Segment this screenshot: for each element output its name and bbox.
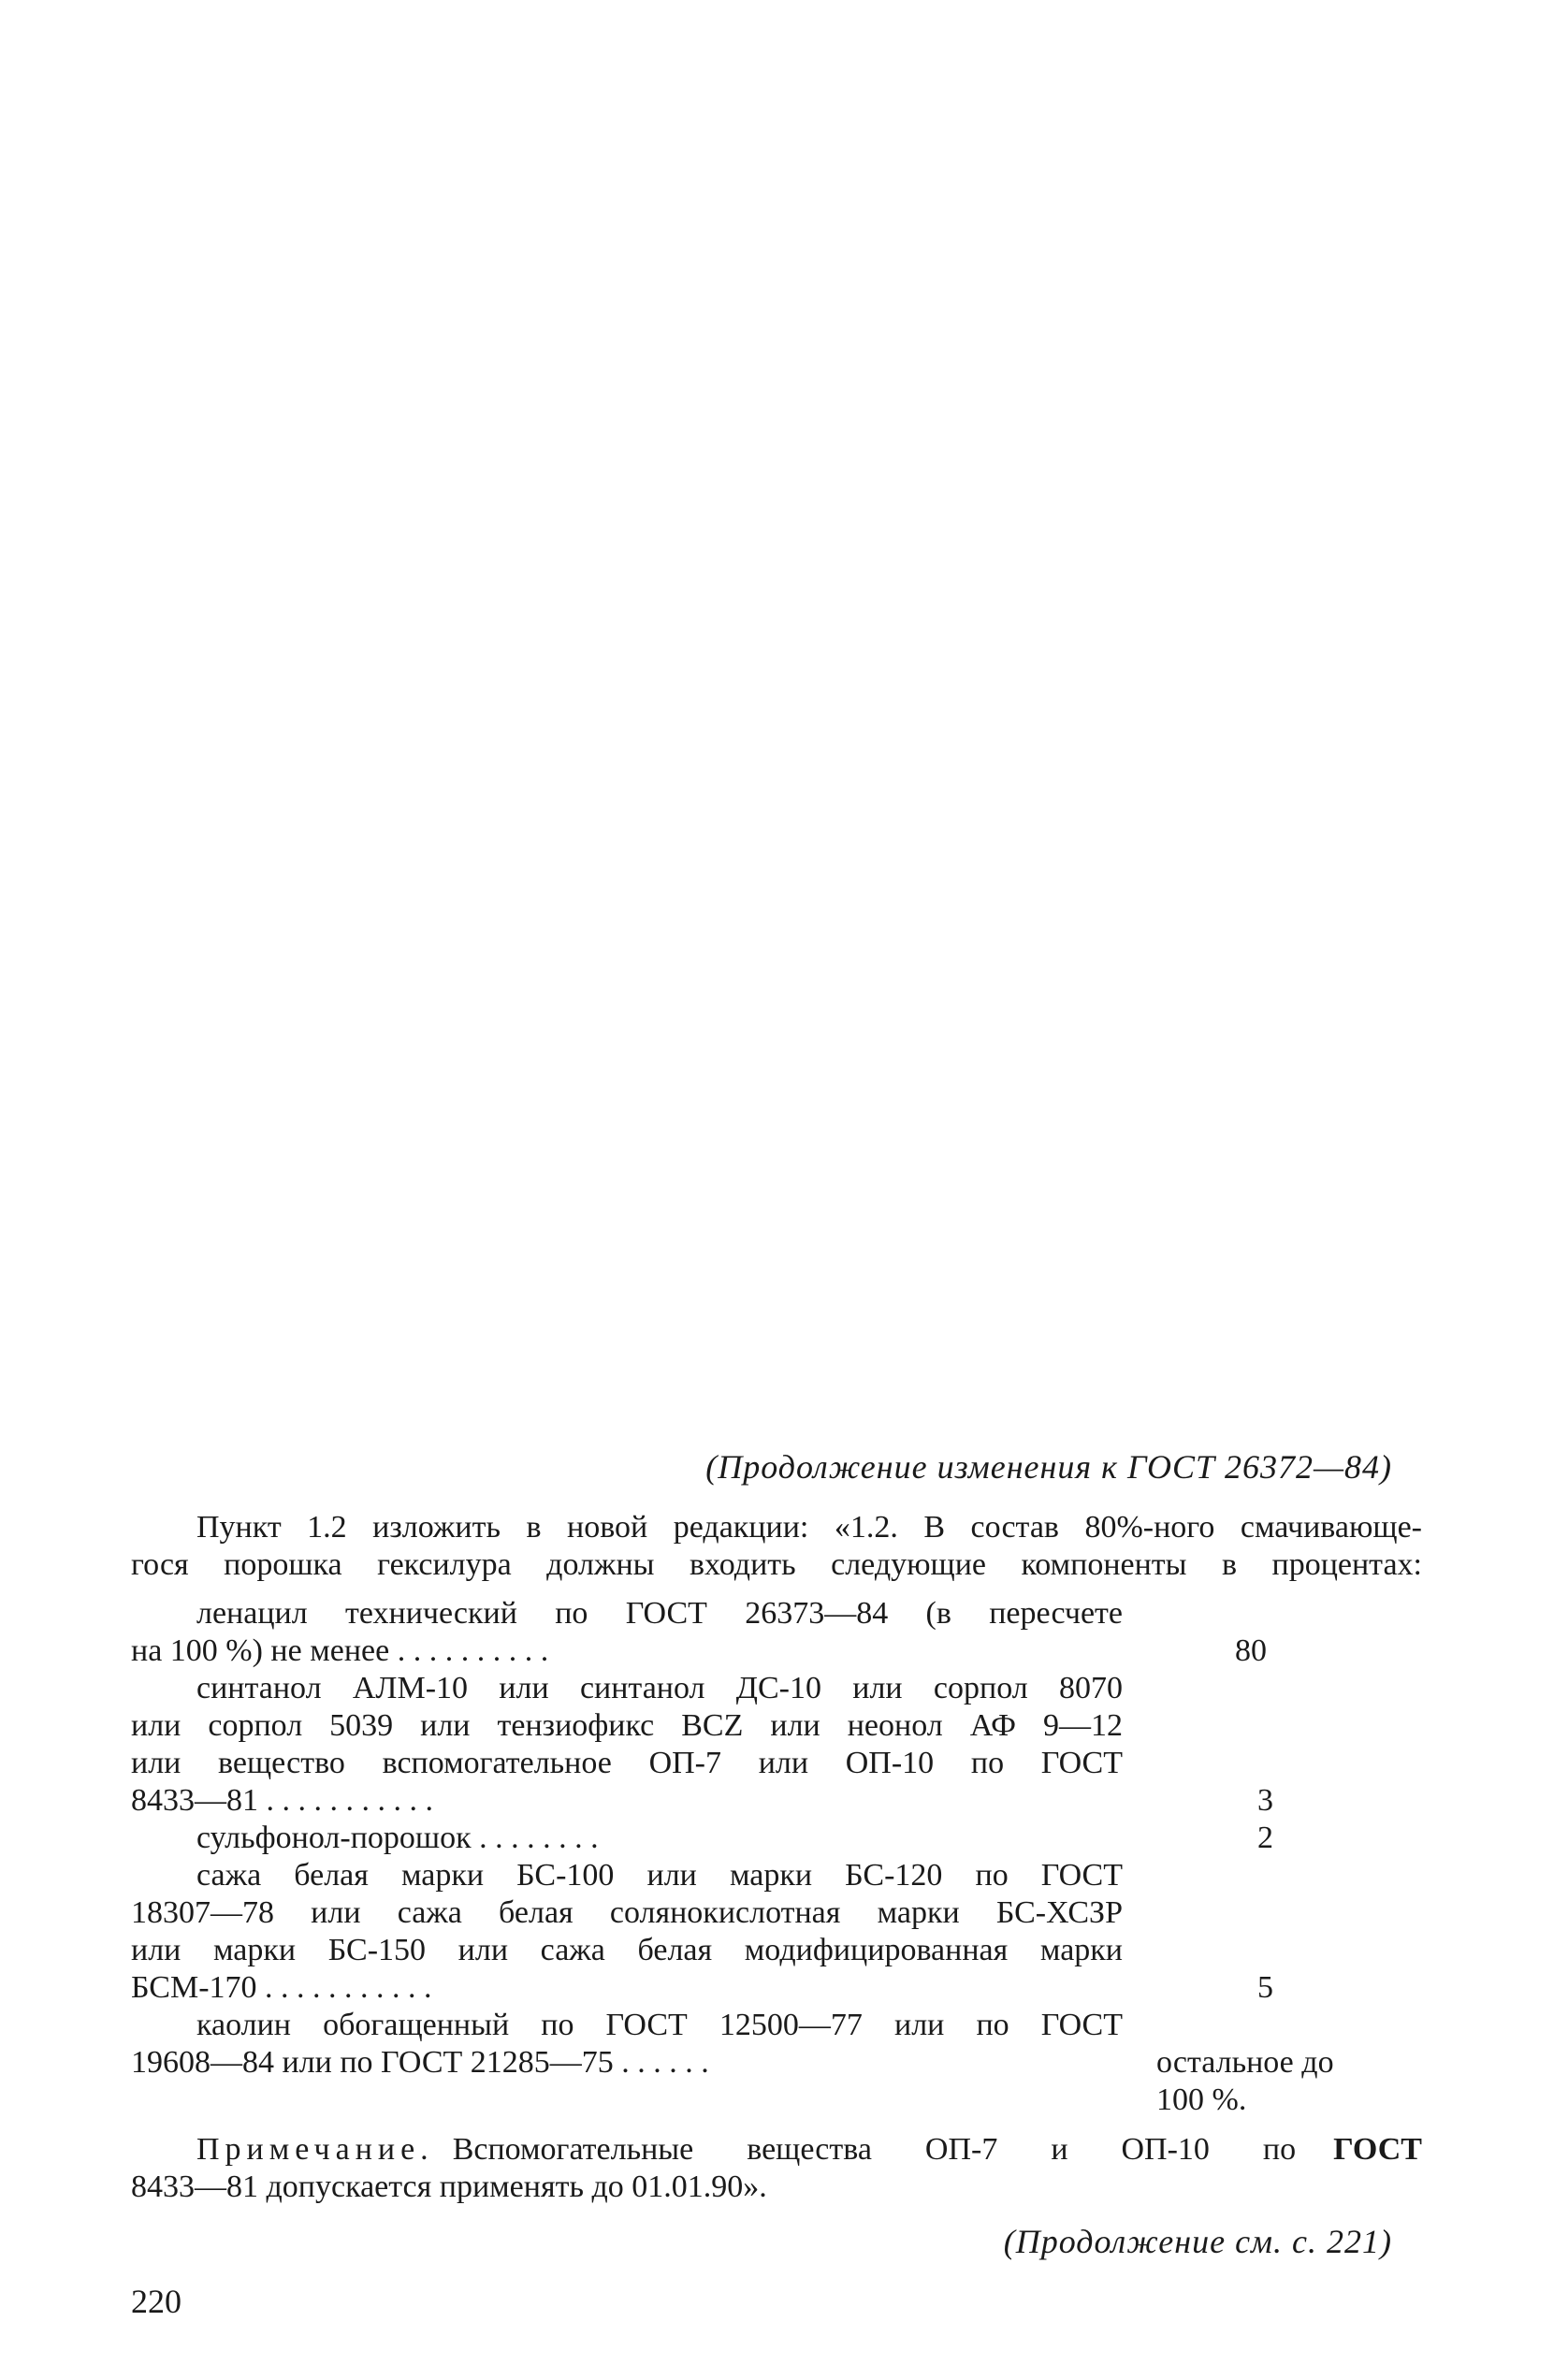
intro-line-1: Пункт 1.2 изложить в новой редакции: «1.2. В состав 80%-ного смачивающе- xyxy=(196,1510,1422,1545)
component-5-value: остальное до xyxy=(1156,2045,1334,2080)
footer-continuation: (Продолжение см. с. 221) xyxy=(1003,2223,1392,2260)
component-2-line-1: синтанол АЛМ-10 или синтанол ДС-10 или сорпол 8070 xyxy=(196,1671,1123,1705)
component-2-line-4: 8433—81 . . . . . . . . . . . xyxy=(131,1783,433,1818)
component-4-line-2: 18307—78 или сажа белая солянокислотная марки БС-ХСЗР xyxy=(131,1895,1123,1930)
note-line-1 xyxy=(196,2131,1422,2169)
component-5-value-2: 100 %. xyxy=(1156,2082,1247,2117)
component-1-line-1: ленацил технический по ГОСТ 26373—84 (в пересчете xyxy=(196,1596,1123,1631)
component-2-line-3: или вещество вспомогательное ОП-7 или ОП-10 по ГОСТ xyxy=(131,1746,1123,1780)
note-label: Примечание. xyxy=(196,2132,434,2167)
component-4-value: 5 xyxy=(1257,1970,1273,2005)
component-5-line-1: каолин обогащенный по ГОСТ 12500—77 или по ГОСТ xyxy=(196,2008,1123,2042)
component-4-line-4: БСМ-170 . . . . . . . . . . . xyxy=(131,1970,432,2005)
component-3-value: 2 xyxy=(1257,1821,1273,1855)
note-text-1: Вспомогательные вещества ОП-7 и ОП-10 по xyxy=(452,2132,1297,2167)
component-2-line-2: или сорпол 5039 или тензиофикс BCZ или неонол АФ 9—12 xyxy=(131,1708,1123,1743)
note-gost-bold: ГОСТ xyxy=(1333,2132,1422,2167)
header-continuation: (Продолжение изменения к ГОСТ 26372—84) xyxy=(705,1448,1392,1486)
intro-line-2: гося порошка гексилура должны входить следующие компоненты в процентах: xyxy=(131,1547,1422,1582)
component-4-line-1: сажа белая марки БС-100 или марки БС-120 по ГОСТ xyxy=(196,1858,1123,1893)
component-3-line-1: сульфонол-порошок . . . . . . . . xyxy=(196,1821,599,1855)
component-1-line-2: на 100 %) не менее . . . . . . . . . . xyxy=(131,1633,549,1668)
component-4-line-3: или марки БС-150 или сажа белая модифицированная марки xyxy=(131,1933,1123,1967)
component-1-value: 80 xyxy=(1235,1633,1267,1668)
component-2-value: 3 xyxy=(1257,1783,1273,1818)
note-line-2: 8433—81 допускается применять до 01.01.90». xyxy=(131,2169,767,2204)
component-5-line-2: 19608—84 или по ГОСТ 21285—75 . . . . . . xyxy=(131,2045,709,2080)
page-number: 220 xyxy=(131,2283,181,2320)
